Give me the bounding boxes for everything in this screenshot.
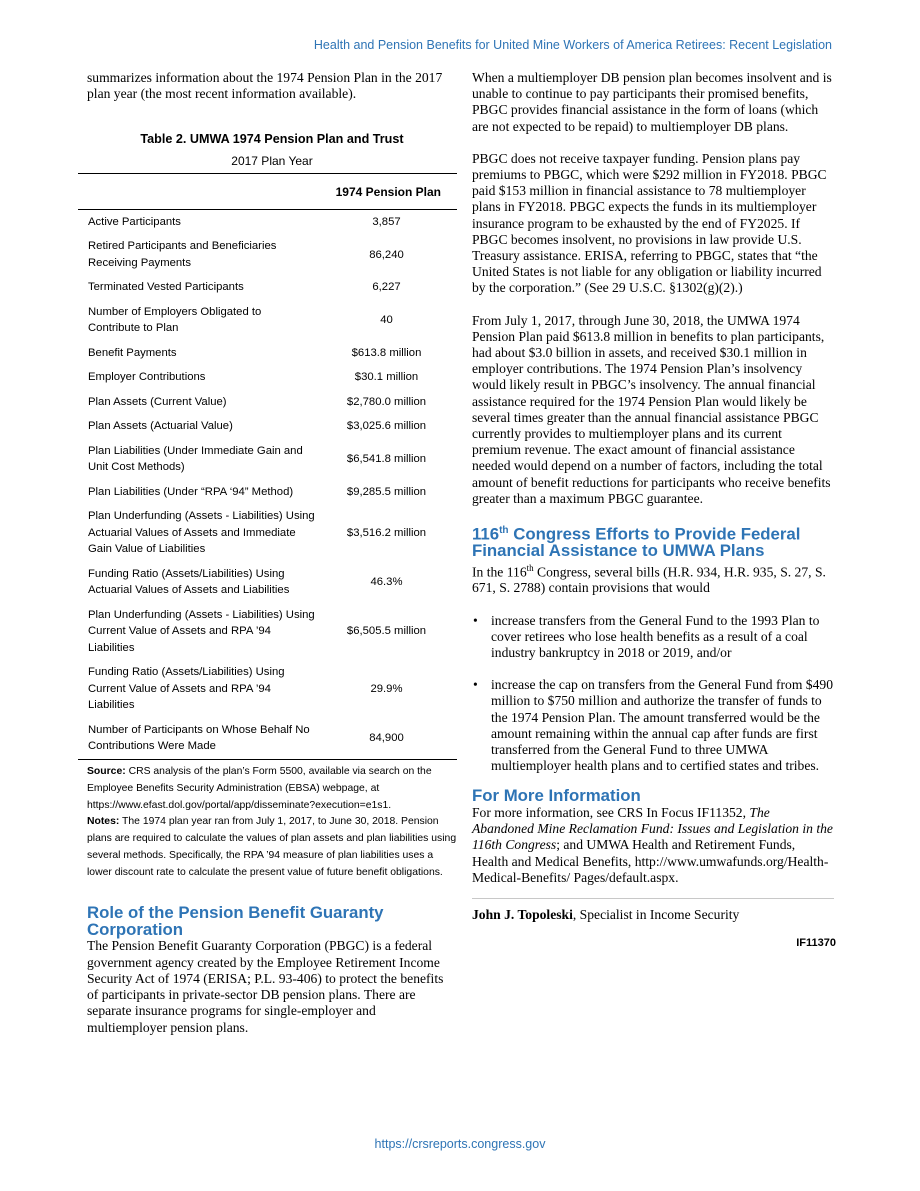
- congress-intro: [472, 560, 834, 597]
- table-row: [78, 718, 457, 760]
- author-name: John J. Topoleski: [472, 906, 573, 922]
- table-row: [78, 275, 457, 300]
- row-label: Plan Liabilities (Under Immediate Gain and Unit Cost Methods): [88, 444, 303, 474]
- left-column: [87, 70, 457, 1036]
- congress-intro-sup: th: [526, 562, 534, 573]
- footer-url[interactable]: https://crsreports.congress.gov: [374, 1137, 546, 1151]
- table-subtitle: 2017 Plan Year: [231, 154, 313, 169]
- pbgc-paragraph: The Pension Benefit Guaranty Corporation (PBGC) is a federal government agency created by the Employee Retirement Income Security Act of 1974 (ERISA; P.L. 93-406) to protect the benefits of participants in private-sector DB pension plans. There are separate insurance programs for single-employer and multiemployer pension plans.: [87, 938, 444, 1035]
- row-label: Active Participants: [88, 215, 181, 228]
- product-code: IF11370: [796, 937, 836, 950]
- insolvency-paragraph: When a multiemployer DB pension plan becomes insolvent and is unable to continue to pay participants their promised benefits, PBGC provides financial assistance in the form of loans (which are not expected to be repaid) to multiemployer DB plans.: [472, 70, 832, 134]
- bullet-text: increase the cap on transfers from the General Fund from $490 million to $750 million and authorize the transfer of funds to the 1974 Pension Plan. The amount transferred would be the amount remaining within the annual cap after funds are first transferred from the General Fund to three UMWA multiemployer health plans and to certified states and tribes.: [491, 677, 833, 774]
- row-value: $3,025.6 million: [346, 420, 427, 433]
- pension-table: [78, 173, 457, 760]
- table-row: [78, 603, 457, 661]
- row-label: Plan Assets (Current Value): [88, 395, 227, 408]
- more-info-title: The Abandoned Mine Reclamation Fund: Issues and Legislation in the 116th Congress: [472, 804, 833, 853]
- funding-paragraph: PBGC does not receive taxpayer funding. Pension plans pay premiums to PBGC, which were $292 million in FY2018. PBGC paid $153 million in financial assistance to 78 multiemployer plans in FY2018. PBGC expects the funds in its multiemployer insurance program to be exhausted by the end of FY2025. If PBGC becomes insolvent, no provisions in law provide U.S. Treasury assistance. ERISA, referring to PBGC, states that “the United States is not liable for any obligation or liability incurred by the corporation.” (See 29 U.S.C. §1302(g)(2).): [472, 150, 827, 296]
- intro-paragraph: summarizes information about the 1974 Pension Plan in the 2017 plan year (the most recent information available).: [87, 70, 443, 102]
- row-value: 6,227: [372, 281, 401, 294]
- table-title: Table 2. UMWA 1974 Pension Plan and Trust: [140, 132, 404, 147]
- column-header: 1974 Pension Plan: [316, 174, 457, 210]
- table-row: [78, 234, 457, 275]
- right-column: [472, 70, 834, 951]
- notes-text: The 1974 plan year ran from July 1, 2017, to June 30, 2018. Pension plans are required to calculate the values of plan assets and plan liabilities using several methods. Specifically, the RPA ’94 measure of plan liabilities uses a lower discount rate to calculate the present value of future benefit obligations.: [87, 816, 457, 878]
- table-body: [78, 209, 457, 759]
- list-item: [472, 677, 834, 774]
- umwa-plan-paragraph: From July 1, 2017, through June 30, 2018, the UMWA 1974 Pension Plan paid $613.8 million in benefits to plan participants, had about $3.0 billion in assets, and received $30.1 million in employer contributions. The 1974 Pension Plan’s insolvency would likely result in PBGC’s insolvency. The annual financial assistance required for the 1974 Pension Plan would likely be several times greater than the annual financial assistance PBGC currently provides to multiemployer plans and its current premium revenue. The exact amount of financial assistance needed would depend on a number of factors, including the total amount of benefit reductions for participants who receive benefits greater than a maximum PBGC guarantee.: [472, 312, 831, 506]
- row-label: Plan Underfunding (Assets - Liabilities) Using Actuarial Values of Assets and Immediate Gain Value of Liabilities: [88, 510, 315, 556]
- table-row: [78, 341, 457, 366]
- congress-heading-num: 116: [472, 524, 500, 544]
- row-label: Terminated Vested Participants: [88, 281, 244, 294]
- row-value: 40: [380, 314, 393, 327]
- table-row: [78, 480, 457, 505]
- more-info-b: ; and UMWA Health and Retirement Funds, Health and Medical Benefits, http://www.umwafunds.org/Health-Medical-Benefits/ Pages/default.aspx.: [472, 837, 829, 885]
- table-row: [78, 365, 457, 390]
- row-value: $2,780.0 million: [346, 395, 427, 408]
- more-info-a: For more information, see CRS In Focus IF11352,: [472, 804, 750, 820]
- table-row: [78, 300, 457, 341]
- row-label: Employer Contributions: [88, 371, 206, 384]
- bullet-glyph: •: [473, 612, 478, 628]
- bullet-glyph: •: [473, 677, 478, 693]
- row-value: 29.9%: [370, 682, 403, 695]
- row-label: Retired Participants and Beneficiaries Receiving Payments: [88, 240, 277, 269]
- more-info-paragraph: [472, 805, 834, 886]
- divider: [472, 898, 834, 899]
- row-value: $6,541.8 million: [346, 453, 427, 466]
- running-header: Health and Pension Benefits for United Mine Workers of America Retirees: Recent Legislation: [313, 38, 832, 52]
- table-notes: [87, 764, 457, 882]
- table-row: [78, 660, 457, 718]
- source-text: CRS analysis of the plan’s Form 5500, available via search on the Employee Benefits Security Administration (EBSA) webpage, at https://www.efast.dol.gov/portal/app/disseminate?execution=e1s1.: [87, 765, 432, 811]
- row-label: Funding Ratio (Assets/Liabilities) Using Current Value of Assets and RPA ’94 Liabilities: [88, 666, 285, 712]
- table-row: [78, 209, 457, 234]
- list-item: [472, 613, 834, 662]
- table-row: [78, 562, 457, 603]
- row-label: Funding Ratio (Assets/Liabilities) Using Actuarial Values of Assets and Liabilities: [88, 567, 290, 597]
- author-line: [472, 907, 834, 923]
- row-value: 3,857: [372, 215, 401, 228]
- row-label: Number of Employers Obligated to Contribute to Plan: [88, 305, 262, 335]
- table-row: [78, 390, 457, 415]
- table-row: [78, 504, 457, 562]
- congress-intro-a: In the 116: [472, 564, 527, 580]
- row-value: 84,900: [316, 718, 457, 760]
- congress-heading: [472, 523, 834, 560]
- congress-intro-b: Congress, several bills (H.R. 934, H.R. 935, S. 27, S. 671, S. 2788) contain provisions that would: [472, 564, 826, 596]
- header-blank: [78, 174, 316, 210]
- row-value: 46.3%: [370, 576, 403, 589]
- pbgc-heading: Role of the Pension Benefit Guaranty Corporation: [87, 903, 384, 939]
- bullet-text: increase transfers from the General Fund to the 1993 Plan to cover retirees who lose health benefits as a result of a coal industry bankruptcy in 2018 or 2019, and/or: [491, 612, 820, 661]
- more-info-heading: For More Information: [472, 786, 641, 806]
- row-label: Benefit Payments: [88, 346, 177, 359]
- row-label: Plan Liabilities (Under “RPA ‘94” Method): [88, 485, 294, 498]
- row-value: $613.8 million: [351, 346, 422, 359]
- congress-heading-sup: th: [499, 525, 509, 537]
- row-label: Plan Underfunding (Assets - Liabilities) Using Current Value of Assets and RPA ’94 Liabilities: [88, 608, 315, 654]
- table-row: [78, 439, 457, 480]
- row-label: Plan Assets (Actuarial Value): [88, 420, 233, 433]
- source-label: Source:: [87, 765, 126, 777]
- row-label: Number of Participants on Whose Behalf No Contributions Were Made: [78, 718, 316, 760]
- row-value: $6,505.5 million: [346, 625, 427, 638]
- source-note: [87, 764, 457, 814]
- row-value: $3,516.2 million: [346, 526, 427, 539]
- table-row: [78, 414, 457, 439]
- author-title: , Specialist in Income Security: [572, 906, 740, 922]
- table-header-row: [78, 174, 457, 210]
- notes-note: [87, 814, 457, 881]
- row-value: $9,285.5 million: [346, 485, 427, 498]
- row-value: 86,240: [369, 248, 404, 261]
- congress-heading-rest: Congress Efforts to Provide Federal Financial Assistance to UMWA Plans: [472, 524, 801, 561]
- row-value: $30.1 million: [354, 371, 419, 384]
- bullet-list: [472, 613, 834, 775]
- notes-label: Notes:: [87, 816, 120, 828]
